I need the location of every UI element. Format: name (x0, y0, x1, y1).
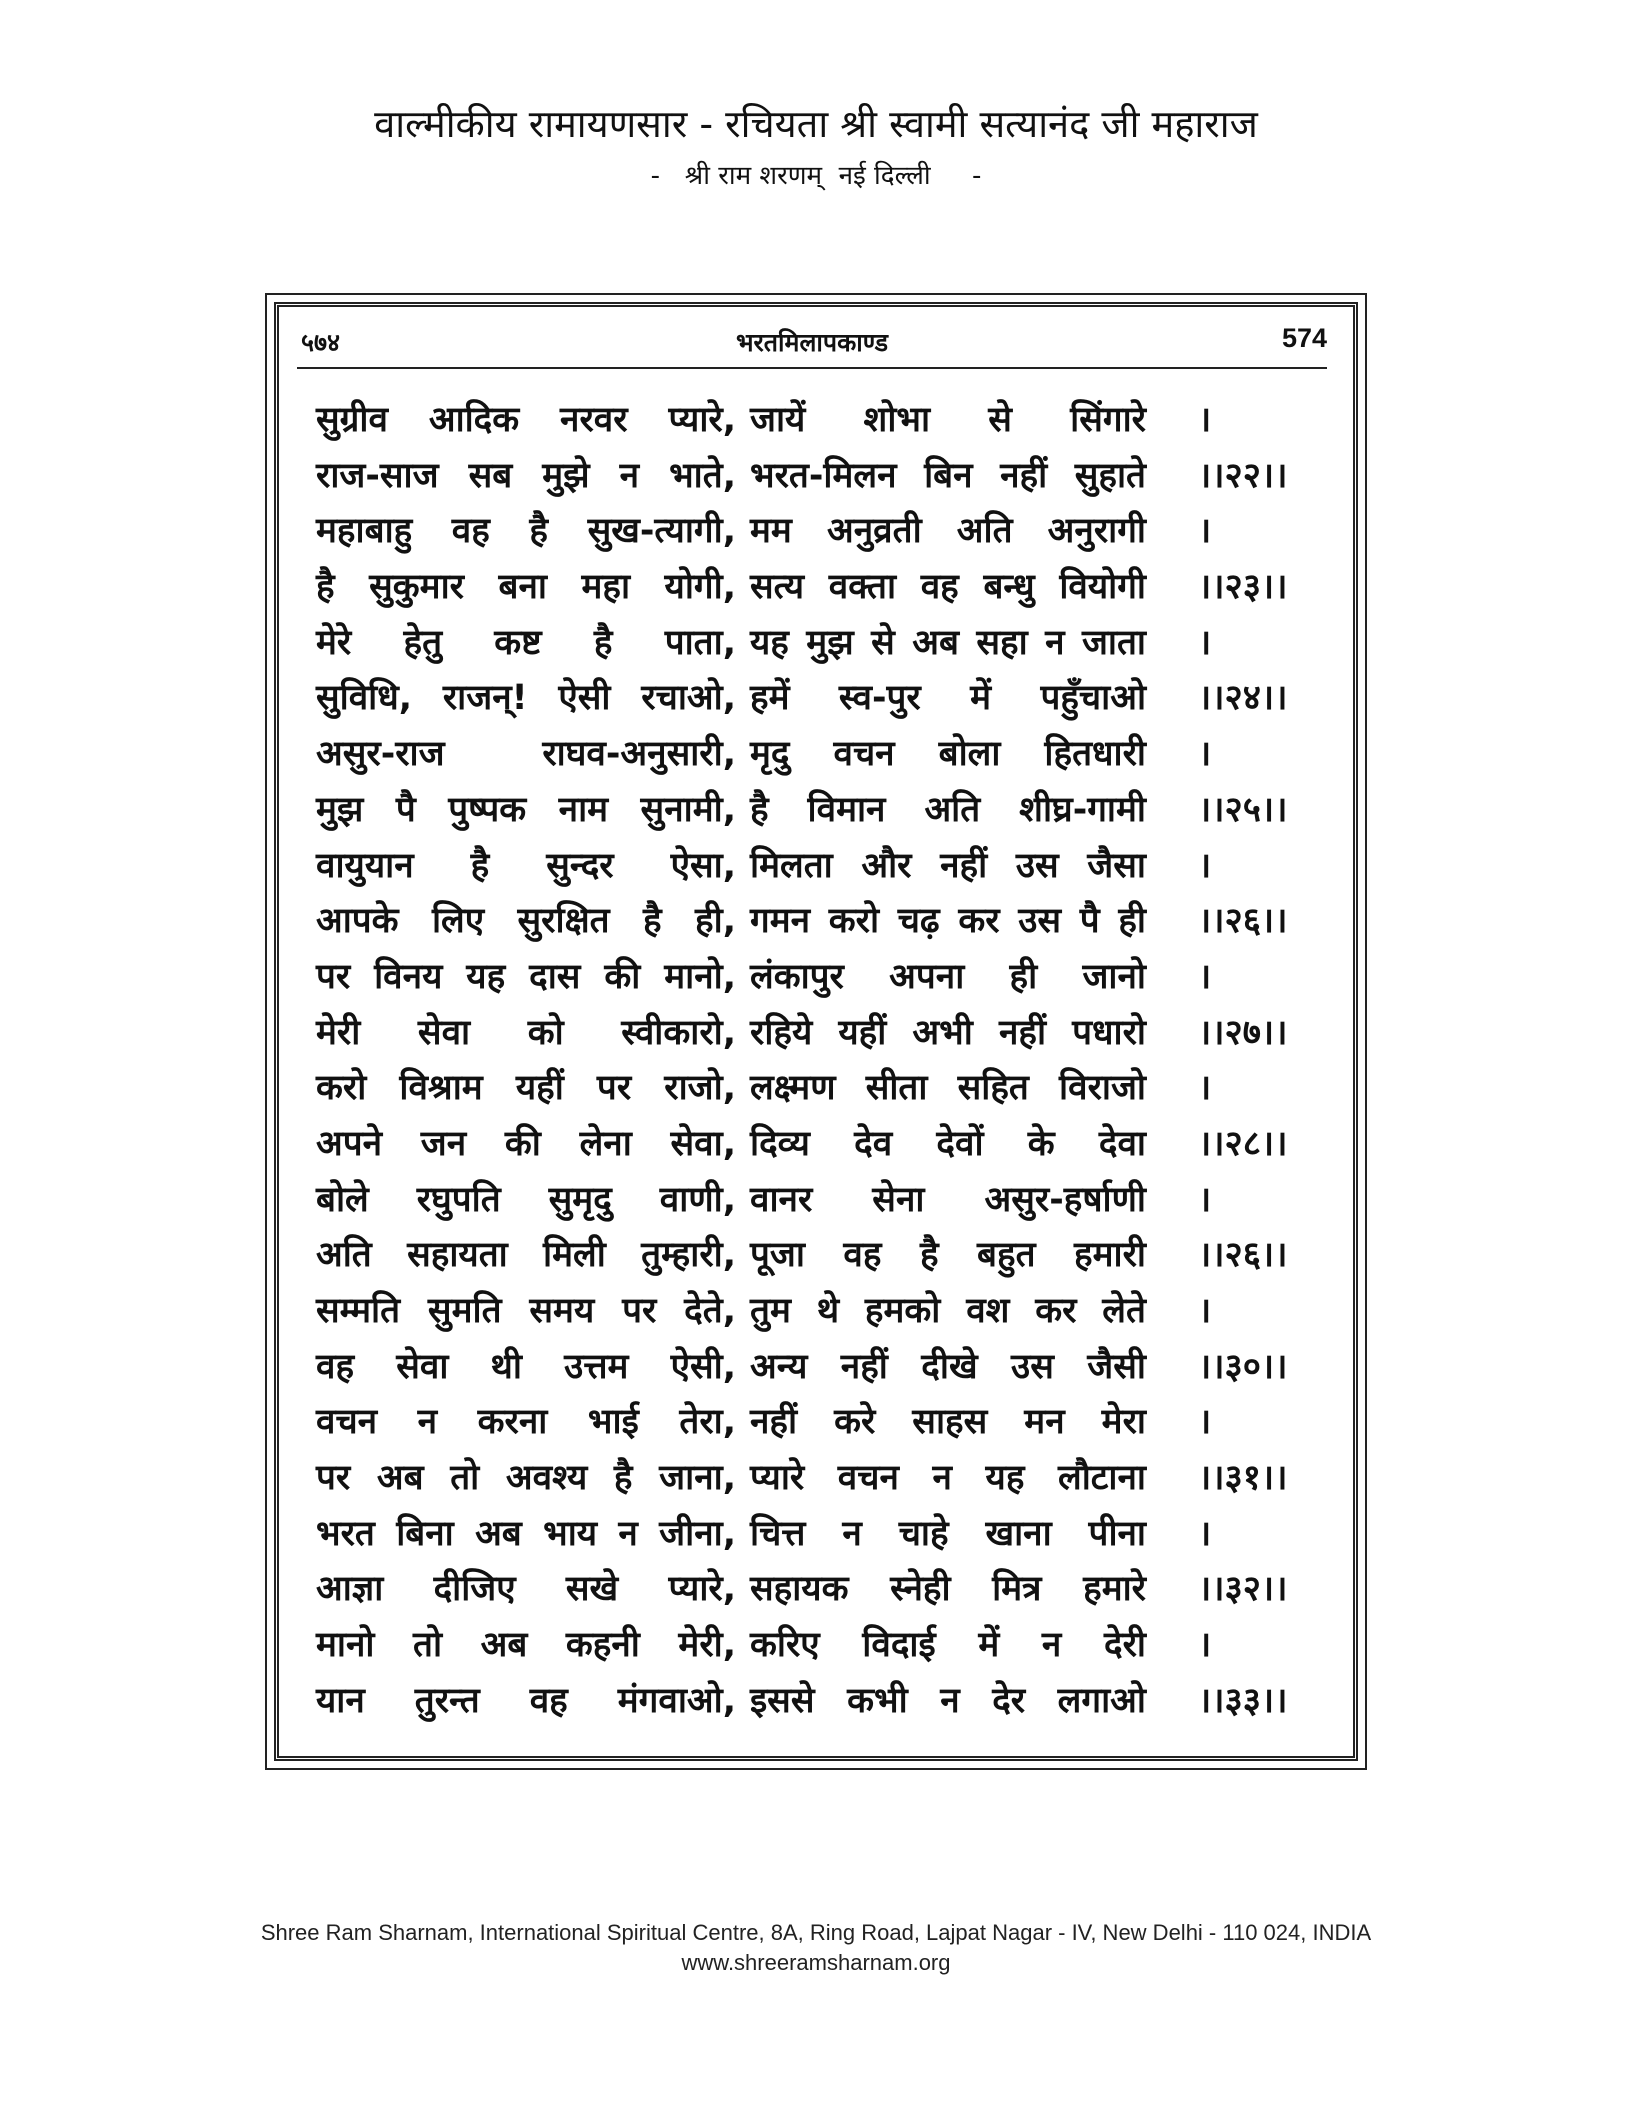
verse-second-half: लंकापुर अपना ही जानो (750, 956, 1146, 997)
verse-first-half: सम्मति सुमति समय पर देते, (316, 1291, 736, 1331)
verse-second-half: सत्य वक्ता वह बन्धु वियोगी (750, 567, 1146, 608)
verse-second-half: रहिये यहीं अभी नहीं पधारो (750, 1012, 1146, 1053)
page-subtitle: - श्री राम शरणम् नई दिल्ली - (650, 161, 982, 191)
verse-second-half: मृदु वचन बोला हितधारी (750, 734, 1146, 775)
verse-second-half: यह मुझ से अब सहा न जाता (750, 622, 1146, 663)
verse-second-half: पूजा वह है बहुत हमारी (750, 1235, 1146, 1276)
verse-second-half: नहीं करे साहस मन मेरा (750, 1402, 1146, 1443)
footer-address: Shree Ram Sharnam, International Spiritual Centre, 8A, Ring Road, Lajpat Nagar - IV, New Delhi - 110 024, INDIA (260, 1920, 1372, 1945)
verse-first-half: यान तुरन्त वह मंगवाओ, (316, 1680, 736, 1721)
verse-number: । (1198, 845, 1212, 886)
verse-second-half: चित्त न चाहे खाना पीना (750, 1513, 1146, 1554)
verse-second-half: करिए विदाई में न देरी (750, 1625, 1146, 1666)
verse-first-half: आज्ञा दीजिए सखे प्यारे, (316, 1569, 736, 1610)
verse-first-half: पर विनय यह दास की मानो, (316, 956, 736, 997)
verse-number: । (1198, 622, 1212, 663)
verse-list (316, 389, 1346, 1726)
footer-website: www.shreeramsharnam.org (681, 1950, 951, 1975)
verse-number: । (1198, 511, 1212, 552)
verse-second-half: दिव्य देव देवों के देवा (750, 1123, 1146, 1164)
book-page-header (297, 321, 1327, 369)
verse-line (316, 500, 1346, 556)
verse-first-half: है सुकुमार बना महा योगी, (316, 567, 736, 608)
page-header (0, 100, 1632, 194)
verse-line (316, 723, 1346, 779)
verse-line (316, 1224, 1346, 1280)
verse-number: ।।३१।। (1198, 1458, 1288, 1499)
verse-first-half: वायुयान है सुन्दर ऐसा, (316, 845, 736, 886)
verse-line (316, 1614, 1346, 1670)
verse-line (316, 1280, 1346, 1336)
verse-line (316, 445, 1346, 501)
verse-first-half: मुझ पै पुष्पक नाम सुनामी, (316, 789, 736, 830)
page-number: 574 (1281, 323, 1327, 353)
verse-number: ।।२४।। (1198, 678, 1288, 719)
page-title: वाल्मीकीय रामायणसार - रचियता श्री स्वामी सत्यानंद जी महाराज (374, 102, 1258, 146)
verse-line (316, 1558, 1346, 1614)
verse-line (316, 556, 1346, 612)
verse-number: ।।२७।। (1198, 1012, 1288, 1053)
verse-number: ।।३३।। (1198, 1680, 1288, 1721)
verse-line (316, 779, 1346, 835)
verse-first-half: असुर-राज राघव-अनुसारी, (316, 734, 736, 775)
verse-first-half: आपके लिए सुरक्षित है ही, (316, 901, 736, 942)
verse-number: । (1198, 1402, 1212, 1443)
verse-first-half: महाबाहु वह है सुख-त्यागी, (316, 511, 736, 552)
verse-first-half: भरत बिना अब भाय न जीना, (316, 1513, 736, 1554)
verse-number: ।।२५।। (1198, 789, 1288, 830)
verse-number: ।।३०।। (1198, 1346, 1288, 1387)
text-frame (265, 293, 1367, 1770)
verse-first-half: सुग्रीव आदिक नरवर प्यारे, (316, 400, 736, 440)
page-number-devanagari: ५७४ (301, 328, 341, 357)
verse-number: । (1198, 1513, 1212, 1554)
verse-line (316, 1057, 1346, 1113)
verse-second-half: मिलता और नहीं उस जैसा (750, 845, 1146, 886)
verse-first-half: मेरी सेवा को स्वीकारो, (316, 1012, 736, 1053)
verse-line (316, 1336, 1346, 1392)
verse-number: ।।२३।। (1198, 567, 1288, 608)
verse-line (316, 1503, 1346, 1559)
verse-line (316, 1002, 1346, 1058)
verse-second-half: लक्ष्मण सीता सहित विराजो (750, 1068, 1146, 1109)
verse-line (316, 389, 1346, 445)
verse-number: । (1198, 1291, 1212, 1331)
verse-second-half: तुम थे हमको वश कर लेते (750, 1291, 1146, 1331)
verse-number: । (1198, 734, 1212, 775)
verse-number: । (1198, 1068, 1212, 1109)
verse-second-half: गमन करो चढ़ कर उस पै ही (750, 901, 1146, 942)
verse-line (316, 946, 1346, 1002)
verse-first-half: सुविधि, राजन्! ऐसी रचाओ, (316, 678, 736, 719)
verse-first-half: वह सेवा थी उत्तम ऐसी, (316, 1346, 736, 1387)
kanda-title: भरतमिलापकाण्ड (735, 328, 889, 357)
verse-line (316, 1113, 1346, 1169)
verse-first-half: पर अब तो अवश्य है जाना, (316, 1458, 736, 1499)
verse-number: । (1198, 1179, 1212, 1220)
verse-second-half: भरत-मिलन बिन नहीं सुहाते (750, 455, 1146, 496)
verse-first-half: करो विश्राम यहीं पर राजो, (316, 1068, 736, 1109)
verse-line (316, 667, 1346, 723)
verse-second-half: इससे कभी न देर लगाओ (750, 1680, 1146, 1721)
verse-line (316, 1447, 1346, 1503)
verse-number: । (1198, 400, 1212, 440)
verse-second-half: अन्य नहीं दीखे उस जैसी (750, 1346, 1146, 1387)
verse-first-half: अपने जन की लेना सेवा, (316, 1123, 736, 1164)
verse-first-half: वचन न करना भाई तेरा, (316, 1402, 736, 1443)
verse-second-half: जायें शोभा से सिंगारे (750, 400, 1146, 440)
verse-second-half: वानर सेना असुर-हर्षाणी (750, 1179, 1146, 1220)
verse-second-half: हमें स्व-पुर में पहुँचाओ (750, 678, 1146, 719)
verse-line (316, 1169, 1346, 1225)
verse-number: । (1198, 1625, 1212, 1666)
verse-first-half: मेरे हेतु कष्ट है पाता, (316, 622, 736, 663)
verse-second-half: सहायक स्नेही मित्र हमारे (750, 1569, 1146, 1610)
verse-second-half: है विमान अति शीघ्र-गामी (750, 789, 1146, 830)
verse-number: ।।२२।। (1198, 455, 1288, 496)
verse-number: ।।३२।। (1198, 1569, 1288, 1610)
verse-second-half: प्यारे वचन न यह लौटाना (750, 1458, 1146, 1499)
verse-line (316, 612, 1346, 668)
page-footer (0, 1918, 1632, 1978)
verse-line (316, 1670, 1346, 1726)
verse-second-half: मम अनुव्रती अति अनुरागी (750, 511, 1146, 552)
verse-first-half: मानो तो अब कहनी मेरी, (316, 1625, 736, 1666)
verse-number: ।।२८।। (1198, 1123, 1288, 1164)
verse-first-half: राज-साज सब मुझे न भाते, (316, 455, 736, 496)
verse-line (316, 890, 1346, 946)
verse-first-half: बोले रघुपति सुमृदु वाणी, (316, 1179, 736, 1220)
verse-number: ।।२६।। (1198, 1235, 1288, 1276)
verse-first-half: अति सहायता मिली तुम्हारी, (316, 1235, 736, 1276)
verse-number: ।।२६।। (1198, 901, 1288, 942)
verse-number: । (1198, 956, 1212, 997)
verse-line (316, 1391, 1346, 1447)
verse-line (316, 835, 1346, 891)
text-frame-inner (274, 302, 1358, 1761)
